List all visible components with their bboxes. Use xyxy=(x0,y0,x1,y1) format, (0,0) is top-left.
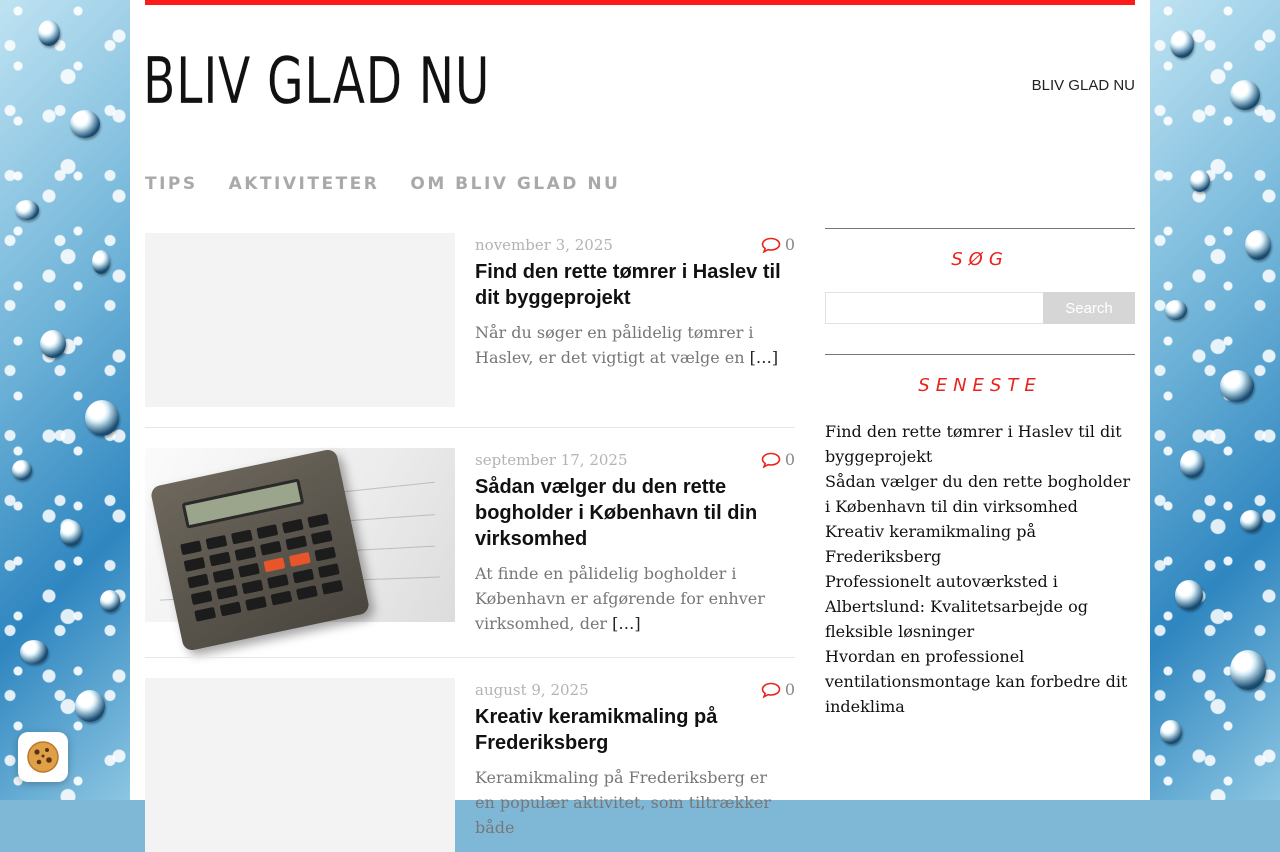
post-meta xyxy=(475,450,795,469)
top-accent-bar xyxy=(145,0,1135,5)
post-divider xyxy=(145,427,795,428)
recent-post-link[interactable]: Find den rette tømrer i Haslev til dit byggeprojekt xyxy=(825,422,1122,466)
post-thumbnail[interactable] xyxy=(145,678,455,852)
widget-divider xyxy=(825,228,1135,229)
comment-count[interactable] xyxy=(761,450,795,469)
post-date[interactable]: september 17, 2025 xyxy=(475,451,628,469)
nav-item-aktiviteter[interactable]: AKTIVITETER xyxy=(228,174,380,194)
read-more-link[interactable]: […] xyxy=(612,614,641,633)
read-more-link[interactable]: […] xyxy=(749,348,779,367)
post-item xyxy=(145,233,795,428)
post-date[interactable]: november 3, 2025 xyxy=(475,236,613,254)
comment-count-value: 0 xyxy=(784,450,795,469)
search-input[interactable] xyxy=(825,292,1045,324)
post-meta xyxy=(475,235,795,254)
recent-post-link[interactable]: Hvordan en professionel ventilationsmontage kan forbedre dit indeklima xyxy=(825,647,1128,716)
post-item xyxy=(145,448,795,658)
post-title[interactable]: Find den rette tømrer i Haslev til dit byggeprojekt xyxy=(475,261,781,309)
comment-count-value: 0 xyxy=(784,235,795,254)
post-item xyxy=(145,678,795,837)
comment-count[interactable] xyxy=(761,235,795,254)
post-title[interactable]: Sådan vælger du den rette bogholder i København til din virksomhed xyxy=(475,476,758,550)
speech-bubble-icon xyxy=(761,452,781,468)
post-meta xyxy=(475,680,795,699)
calculator-shape xyxy=(150,448,371,652)
recent-post-link[interactable]: Kreativ keramikmaling på Frederiksberg xyxy=(825,522,1036,566)
cookie-icon xyxy=(26,740,60,774)
post-excerpt-text: At finde en pålidelig bogholder i København er afgørende for enhver virksomhed, der xyxy=(475,564,765,633)
comment-count-value: 0 xyxy=(784,680,795,699)
recent-posts-list xyxy=(825,419,1135,719)
site-tagline: BLIV GLAD NU xyxy=(1031,77,1135,94)
page-container xyxy=(130,0,1150,837)
calculator-image xyxy=(145,448,455,622)
post-excerpt xyxy=(475,561,785,636)
post-thumbnail[interactable] xyxy=(145,233,455,407)
search-button[interactable]: Search xyxy=(1043,292,1135,324)
post-title[interactable]: Kreativ keramikmaling på Frederiksberg xyxy=(475,706,718,754)
speech-bubble-icon xyxy=(761,682,781,698)
recent-widget-title: SENESTE xyxy=(918,375,1042,396)
background-right xyxy=(1150,0,1280,800)
site-title[interactable] xyxy=(143,45,490,119)
post-excerpt-text: Når du søger en pålidelig tømrer i Haslev, er det vigtigt at vælge en xyxy=(475,323,754,367)
nav-item-om[interactable]: OM BLIV GLAD NU xyxy=(410,174,621,194)
cookie-consent-button[interactable] xyxy=(18,732,68,782)
widget-divider xyxy=(825,354,1135,355)
post-excerpt xyxy=(475,320,785,370)
search-widget-title: SØG xyxy=(951,249,1009,270)
background-left xyxy=(0,0,130,800)
site-title-text[interactable]: BLIV GLAD NU xyxy=(143,45,491,119)
main-nav xyxy=(145,174,620,194)
post-excerpt: Keramikmaling på Frederiksberg er en populær aktivitet, som tiltrækker både xyxy=(475,768,771,837)
speech-bubble-icon xyxy=(761,237,781,253)
post-thumbnail[interactable] xyxy=(145,448,455,622)
recent-post-link[interactable]: Sådan vælger du den rette bogholder i København til din virksomhed xyxy=(825,472,1131,516)
recent-post-link[interactable]: Professionelt autoværksted i Albertslund: Kvalitetsarbejde og fleksible løsninger xyxy=(825,572,1088,641)
comment-count[interactable] xyxy=(761,680,795,699)
post-date[interactable]: august 9, 2025 xyxy=(475,681,589,699)
post-divider xyxy=(145,657,795,658)
nav-item-tips[interactable]: TIPS xyxy=(145,174,198,194)
